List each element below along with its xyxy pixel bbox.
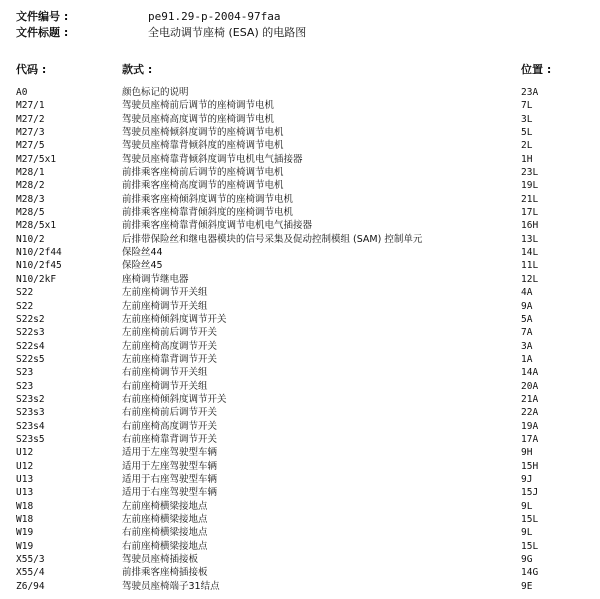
header-style: 款式 : xyxy=(122,63,153,76)
row-description: 前排乘客座椅倾斜度调节的座椅调节电机 xyxy=(122,193,294,205)
row-description: 保险丝45 xyxy=(122,260,163,272)
row-position: 17A xyxy=(521,433,539,445)
row-code: Z6/94 xyxy=(16,580,45,592)
row-description: 左前座椅横梁接地点 xyxy=(122,500,208,512)
row-position: 4A xyxy=(521,287,533,299)
row-position: 3A xyxy=(521,340,533,352)
row-code: W19 xyxy=(16,527,34,539)
table-row xyxy=(0,139,600,152)
row-description: 左前座椅前后调节开关 xyxy=(122,327,218,339)
table-row xyxy=(0,486,600,499)
row-description: 适用于左座驾驶型车辆 xyxy=(122,447,218,459)
row-position: 5L xyxy=(521,127,533,139)
row-description: 左前座椅倾斜度调节开关 xyxy=(122,313,227,325)
row-description: 左前座椅高度调节开关 xyxy=(122,340,218,352)
row-description: 左前座椅调节开关组 xyxy=(122,300,208,312)
row-position: 14A xyxy=(521,367,539,379)
table-row xyxy=(0,286,600,299)
header-code: 代码 : xyxy=(16,63,47,76)
row-position: 16H xyxy=(521,220,539,232)
table-row xyxy=(0,113,600,126)
row-position: 23A xyxy=(521,87,539,98)
row-position: 9L xyxy=(521,500,533,512)
row-position: 7A xyxy=(521,327,533,339)
row-description: 驾驶员座椅端子31结点 xyxy=(122,580,220,592)
row-code: M28/1 xyxy=(16,167,45,179)
row-description: 驾驶员座椅靠背倾斜度的座椅调节电机 xyxy=(122,140,284,152)
row-code: S23s3 xyxy=(16,407,45,419)
row-position: 11L xyxy=(521,260,539,272)
row-position: 1H xyxy=(521,153,533,165)
row-description: 右前座椅倾斜度调节开关 xyxy=(122,393,227,405)
table-row xyxy=(0,313,600,326)
row-position: 3L xyxy=(521,113,533,125)
row-position: 9E xyxy=(521,580,533,592)
row-code: W18 xyxy=(16,500,34,512)
row-position: 9G xyxy=(521,554,533,566)
row-code: S22 xyxy=(16,287,34,299)
row-code: M27/2 xyxy=(16,113,45,125)
row-position: 20A xyxy=(521,380,539,392)
table-row xyxy=(0,366,600,379)
row-code: S23 xyxy=(16,380,34,392)
row-position: 21L xyxy=(521,193,539,205)
row-position: 14G xyxy=(521,567,539,579)
row-description: 右前座椅前后调节开关 xyxy=(122,407,218,419)
table-row xyxy=(0,153,600,166)
row-description: 适用于左座驾驶型车辆 xyxy=(122,460,218,472)
row-code: S22s2 xyxy=(16,313,45,325)
row-position: 9J xyxy=(521,473,533,485)
row-description: 前排乘客座椅前后调节的座椅调节电机 xyxy=(122,167,284,179)
component-table xyxy=(0,86,600,593)
header-position: 位置 : xyxy=(521,63,552,76)
row-position: 19A xyxy=(521,420,539,432)
table-row xyxy=(0,526,600,539)
row-position: 17L xyxy=(521,207,539,219)
table-row xyxy=(0,273,600,286)
doc-number-label: 文件编号 : xyxy=(16,10,69,23)
row-description: 驾驶员座椅前后调节的座椅调节电机 xyxy=(122,100,275,112)
row-position: 23L xyxy=(521,167,539,179)
row-position: 13L xyxy=(521,233,539,245)
row-code: A0 xyxy=(16,87,28,98)
row-code: N10/2 xyxy=(16,233,45,245)
row-position: 7L xyxy=(521,100,533,112)
row-code: N10/2f45 xyxy=(16,260,62,272)
row-description: 右前座椅横梁接地点 xyxy=(122,527,208,539)
row-description: 颜色标记的说明 xyxy=(122,87,189,98)
row-description: 前排乘客座椅靠背倾斜度的座椅调节电机 xyxy=(122,207,294,219)
row-code: S23s5 xyxy=(16,433,45,445)
doc-number-row xyxy=(16,9,306,25)
row-code: X55/4 xyxy=(16,567,45,579)
doc-title-value: 全电动调节座椅 (ESA) 的电路图 xyxy=(148,26,307,39)
table-row xyxy=(0,193,600,206)
table-row xyxy=(0,406,600,419)
row-description: 保险丝44 xyxy=(122,247,163,259)
row-position: 15J xyxy=(521,487,539,499)
row-description: 后排带保险丝和继电器模块的信号采集及促动控制模组 (SAM) 控制单元 xyxy=(122,233,423,245)
row-code: S22 xyxy=(16,300,34,312)
row-description: 左前座椅靠背调节开关 xyxy=(122,353,218,365)
row-description: 座椅调节继电器 xyxy=(122,273,189,285)
row-code: W19 xyxy=(16,540,34,552)
row-description: 左前座椅横梁接地点 xyxy=(122,514,208,525)
table-row xyxy=(0,393,600,406)
row-position: 9L xyxy=(521,527,533,539)
row-description: 驾驶员座椅靠背倾斜度调节电机电气插接器 xyxy=(122,153,303,165)
table-row xyxy=(0,473,600,486)
row-position: 21A xyxy=(521,393,539,405)
row-code: M27/5x1 xyxy=(16,153,57,165)
row-code: M28/2 xyxy=(16,180,45,192)
row-description: 左前座椅调节开关组 xyxy=(122,287,208,299)
table-row xyxy=(0,300,600,313)
row-code: U13 xyxy=(16,473,34,485)
row-position: 9H xyxy=(521,447,533,459)
table-row xyxy=(0,340,600,353)
row-position: 9A xyxy=(521,300,533,312)
table-row xyxy=(0,500,600,513)
row-code: M27/1 xyxy=(16,100,45,112)
table-row xyxy=(0,353,600,366)
row-position: 2L xyxy=(521,140,533,152)
row-position: 14L xyxy=(521,247,539,259)
row-code: M28/5 xyxy=(16,207,45,219)
table-row xyxy=(0,433,600,446)
row-code: W18 xyxy=(16,514,34,525)
table-row xyxy=(0,179,600,192)
row-description: 驾驶员座椅倾斜度调节的座椅调节电机 xyxy=(122,127,284,139)
table-row xyxy=(0,206,600,219)
row-description: 右前座椅横梁接地点 xyxy=(122,540,208,552)
row-code: M28/5x1 xyxy=(16,220,57,232)
row-code: S22s4 xyxy=(16,340,45,352)
table-row xyxy=(0,553,600,566)
row-code: N10/2f44 xyxy=(16,247,62,259)
table-row xyxy=(0,513,600,526)
row-code: M27/5 xyxy=(16,140,45,152)
row-position: 22A xyxy=(521,407,539,419)
row-code: U13 xyxy=(16,487,34,499)
row-position: 19L xyxy=(521,180,539,192)
row-description: 前排乘客座椅插接板 xyxy=(122,567,208,579)
table-row xyxy=(0,460,600,473)
table-row xyxy=(0,86,600,99)
row-code: N10/2kF xyxy=(16,273,57,285)
row-position: 1A xyxy=(521,353,533,365)
table-row xyxy=(0,99,600,112)
table-row xyxy=(0,566,600,579)
doc-number-value: pe91.29-p-2004-97faa xyxy=(148,10,281,23)
table-row xyxy=(0,166,600,179)
table-row xyxy=(0,326,600,339)
row-code: M27/3 xyxy=(16,127,45,139)
table-row xyxy=(0,246,600,259)
table-row xyxy=(0,126,600,139)
row-code: U12 xyxy=(16,460,34,472)
row-description: 适用于右座驾驶型车辆 xyxy=(122,487,218,499)
row-code: S22s5 xyxy=(16,353,45,365)
row-description: 前排乘客座椅高度调节的座椅调节电机 xyxy=(122,180,284,192)
table-row xyxy=(0,233,600,246)
doc-title-row xyxy=(16,25,306,41)
row-description: 右前座椅调节开关组 xyxy=(122,367,208,379)
row-description: 前排乘客座椅靠背倾斜度调节电机电气插接器 xyxy=(122,220,313,232)
row-description: 右前座椅高度调节开关 xyxy=(122,420,218,432)
table-row xyxy=(0,446,600,459)
row-code: U12 xyxy=(16,447,34,459)
table-row xyxy=(0,219,600,232)
row-description: 右前座椅靠背调节开关 xyxy=(122,433,218,445)
row-description: 适用于右座驾驶型车辆 xyxy=(122,473,218,485)
row-code: M28/3 xyxy=(16,193,45,205)
row-code: S23s4 xyxy=(16,420,45,432)
table-row xyxy=(0,380,600,393)
row-position: 15H xyxy=(521,460,539,472)
doc-title-label: 文件标题 : xyxy=(16,26,69,39)
row-description: 驾驶员座椅插接板 xyxy=(122,554,199,566)
row-position: 15L xyxy=(521,540,539,552)
table-row xyxy=(0,259,600,272)
row-code: S22s3 xyxy=(16,327,45,339)
row-code: S23 xyxy=(16,367,34,379)
table-row xyxy=(0,580,600,593)
table-row xyxy=(0,540,600,553)
row-position: 15L xyxy=(521,514,539,525)
row-description: 右前座椅调节开关组 xyxy=(122,380,208,392)
document-meta xyxy=(16,9,306,41)
row-code: X55/3 xyxy=(16,554,45,566)
row-code: S23s2 xyxy=(16,393,45,405)
row-description: 驾驶员座椅高度调节的座椅调节电机 xyxy=(122,113,275,125)
table-row xyxy=(0,420,600,433)
row-position: 5A xyxy=(521,313,533,325)
row-position: 12L xyxy=(521,273,539,285)
table-header xyxy=(0,61,600,77)
